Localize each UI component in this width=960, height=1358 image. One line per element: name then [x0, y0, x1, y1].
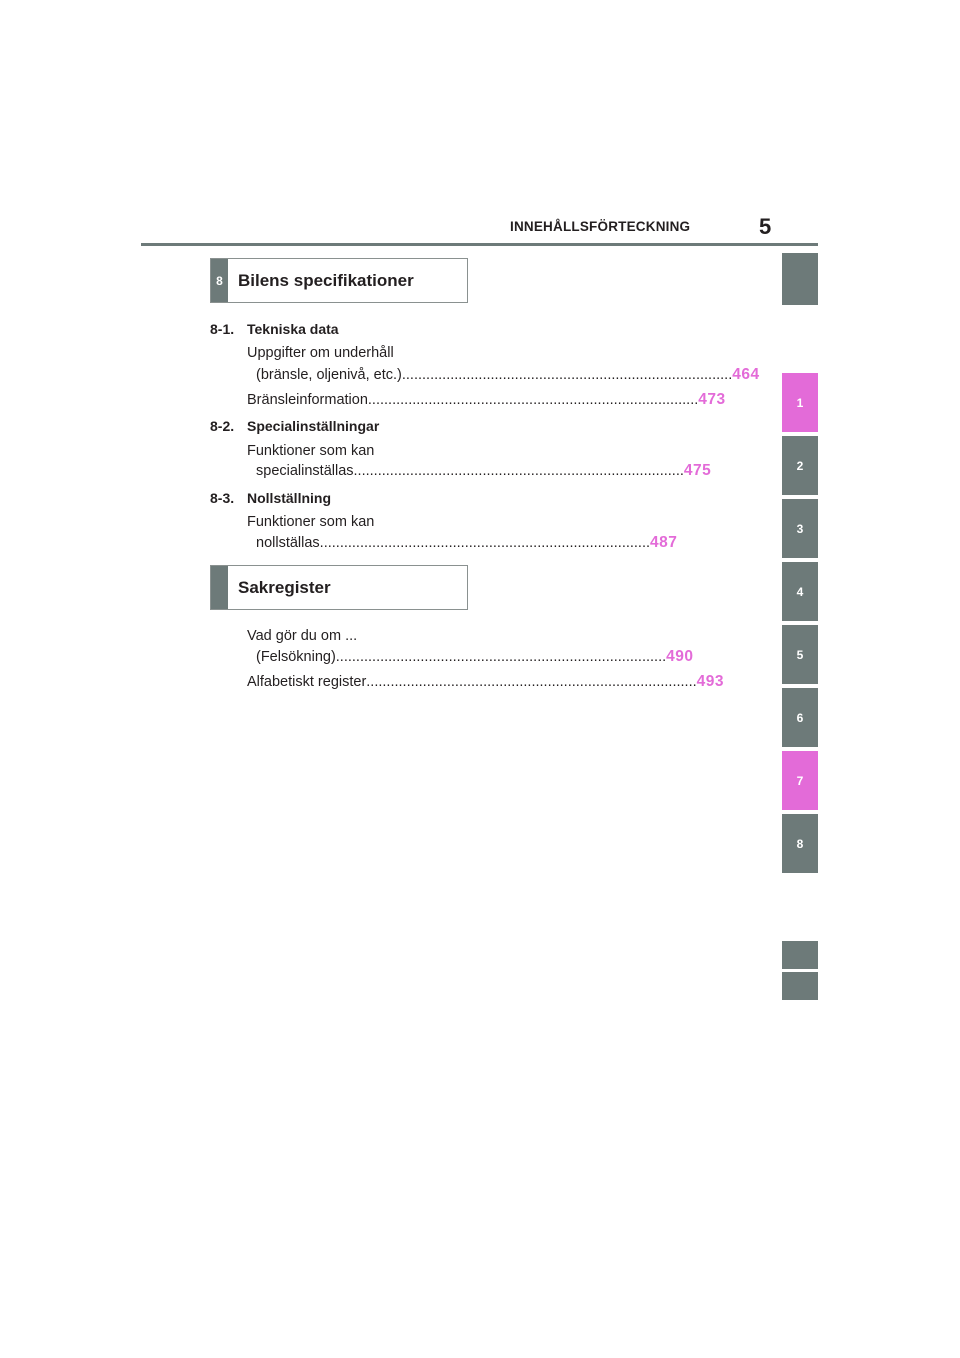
page-reference-link[interactable]: 473 — [698, 391, 726, 408]
page-number: 5 — [759, 214, 772, 239]
chapter-heading — [210, 490, 331, 506]
section-heading-specifications — [210, 258, 468, 303]
page-reference-link[interactable]: 464 — [732, 366, 760, 383]
section-tab: 8 — [211, 259, 228, 302]
side-tab-8[interactable]: 8 — [782, 814, 818, 873]
toc-entry-line: Funktioner som kan — [247, 514, 375, 530]
toc-entry[interactable] — [256, 366, 760, 384]
chapter-heading — [210, 321, 339, 337]
chapter-number: 8-1. — [210, 321, 235, 337]
chapter-heading — [210, 418, 379, 434]
toc-entry-text: (bränsle, oljenivå, etc.) — [256, 367, 402, 383]
leader-dots: .................................................................................. — [335, 649, 667, 665]
toc-entry-text: Alfabetiskt register — [247, 674, 367, 690]
toc-entry[interactable] — [256, 534, 678, 552]
leader-dots: .................................................................................. — [401, 367, 733, 383]
side-tab-bottom-2[interactable] — [782, 972, 818, 1000]
chapter-title: Tekniska data — [247, 321, 339, 337]
toc-entry-text: (Felsökning) — [256, 649, 336, 665]
leader-dots: .................................................................................. — [353, 463, 684, 479]
toc-entry[interactable] — [247, 673, 724, 691]
side-tab-6[interactable]: 6 — [782, 688, 818, 747]
side-tab-bottom-1[interactable] — [782, 941, 818, 969]
leader-dots: .................................................................................. — [366, 674, 697, 690]
toc-entry-text: Bränsleinformation — [247, 392, 368, 408]
side-tab-5[interactable]: 5 — [782, 625, 818, 684]
toc-entry[interactable] — [247, 391, 726, 409]
page-reference-link[interactable]: 475 — [683, 462, 712, 479]
section-title: Sakregister — [238, 577, 331, 597]
chapter-title: Specialinställningar — [247, 418, 380, 434]
section-title: Bilens specifikationer — [238, 270, 414, 290]
leader-dots: .................................................................................. — [367, 392, 699, 408]
side-tab-3[interactable]: 3 — [782, 499, 818, 558]
page-reference-link[interactable]: 493 — [696, 673, 724, 690]
side-tab-top[interactable] — [782, 253, 818, 305]
header-rule — [141, 243, 818, 246]
toc-entry[interactable] — [256, 462, 712, 480]
section-tab — [211, 566, 228, 609]
page-reference-link[interactable]: 490 — [666, 648, 694, 665]
side-tab-7[interactable]: 7 — [782, 751, 818, 810]
chapter-number: 8-2. — [210, 418, 235, 434]
toc-entry-text: specialinställas — [256, 463, 354, 479]
side-tab-2[interactable]: 2 — [782, 436, 818, 495]
chapter-number: 8-3. — [210, 490, 235, 506]
chapter-title: Nollställning — [247, 490, 331, 506]
side-tab-4[interactable]: 4 — [782, 562, 818, 621]
leader-dots: .................................................................................. — [319, 535, 651, 551]
section-heading-index — [210, 565, 468, 610]
side-tab-1[interactable]: 1 — [782, 373, 818, 432]
toc-entry[interactable] — [256, 648, 694, 666]
toc-entry-line: Uppgifter om underhåll — [247, 345, 394, 361]
page-reference-link[interactable]: 487 — [650, 534, 678, 551]
toc-entry-line: Funktioner som kan — [247, 443, 375, 459]
toc-entry-text: nollställas — [256, 535, 320, 551]
toc-entry-line: Vad gör du om ... — [247, 628, 358, 644]
header-title: INNEHÅLLSFÖRTECKNING — [510, 219, 691, 234]
